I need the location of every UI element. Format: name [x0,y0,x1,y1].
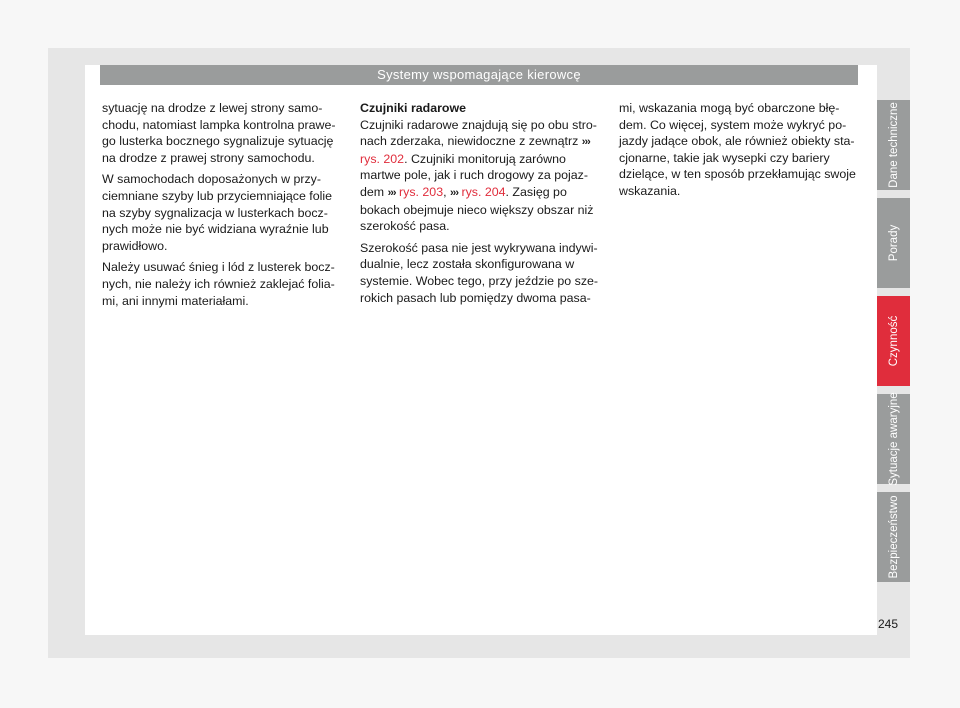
tab-label: Dane techniczne [887,102,900,188]
reference-arrow: ››› [387,186,396,199]
tab-czynnosc[interactable] [877,296,910,386]
tab-sytuacje-awaryjne[interactable] [877,394,910,484]
paragraph-text: . Czujniki monitorują zarówno martwe pole, jak i ruch drogowy za pojaz-dem [360,151,588,199]
tab-label: Sytuacje awaryjne [887,392,900,486]
paragraph: W samochodach doposażonych w przy-ciemniane szyby lub przyciemniające folie na szyby sygnalizacja w lusterkach bocz-nych może nie być widziana wyraźnie lub prawidłowo. [102,172,333,253]
paragraph-text: . Zasięg po bokach obejmuje nieco większy obszar niż szerokość pasa. [360,184,594,234]
page-number: 245 [877,617,899,631]
text-column-1 [102,100,342,314]
paragraph: Szerokość pasa nie jest wykrywana indywi-dualnie, lecz została skonfigurowana w systemie. Wobec tego, przy jeździe po sze-rokich pasach lub pomiędzy dwoma pasa- [360,240,599,305]
tab-dane-techniczne[interactable] [877,100,910,190]
paragraph: sytuację na drodze z lewej strony samo-chodu, natomiast lampka kontrolna prawe-go lusterka bocznego sygnalizuje sytuację na drodze z prawej strony samochodu. [102,101,336,165]
text-column-3 [619,100,859,205]
tab-bezpieczenstwo[interactable] [877,492,910,582]
tab-label: Porady [887,224,900,262]
paragraph: Należy usuwać śnieg i lód z lusterek bocz-nych, nie należy ich również zaklejać folia-mi, ani innymi materiałami. [102,260,335,308]
text-column-2 [360,100,600,311]
figure-link-204[interactable]: rys. 204 [461,184,506,199]
tab-label: Czynność [887,315,900,367]
figure-link-202[interactable]: rys. 202 [360,151,405,166]
page-header [100,65,858,85]
figure-link-203[interactable]: rys. 203 [399,184,444,199]
section-heading: Czujniki radarowe [360,101,467,115]
paragraph-text: Czujniki radarowe znajdują się po obu stro-nach zderzaka, niewidoczne z zewnątrz [360,117,597,149]
header-title: Systemy wspomagające kierowcę [377,67,581,82]
separator: , [443,184,447,199]
paragraph [360,117,600,235]
tab-label: Bezpieczeństwo [887,495,900,579]
paragraph: mi, wskazania mogą być obarczone błę-dem. Co więcej, system może wykryć po-jazdy jadące obok, ale również obiekty sta-cjonarne, takie jak wysepki czy bariery dzielące, w ten sposób przekłamując swoje wskazania. [619,101,856,198]
reference-arrow: ››› [450,186,458,199]
tab-porady[interactable] [877,198,910,288]
reference-arrow: ››› [581,136,590,149]
